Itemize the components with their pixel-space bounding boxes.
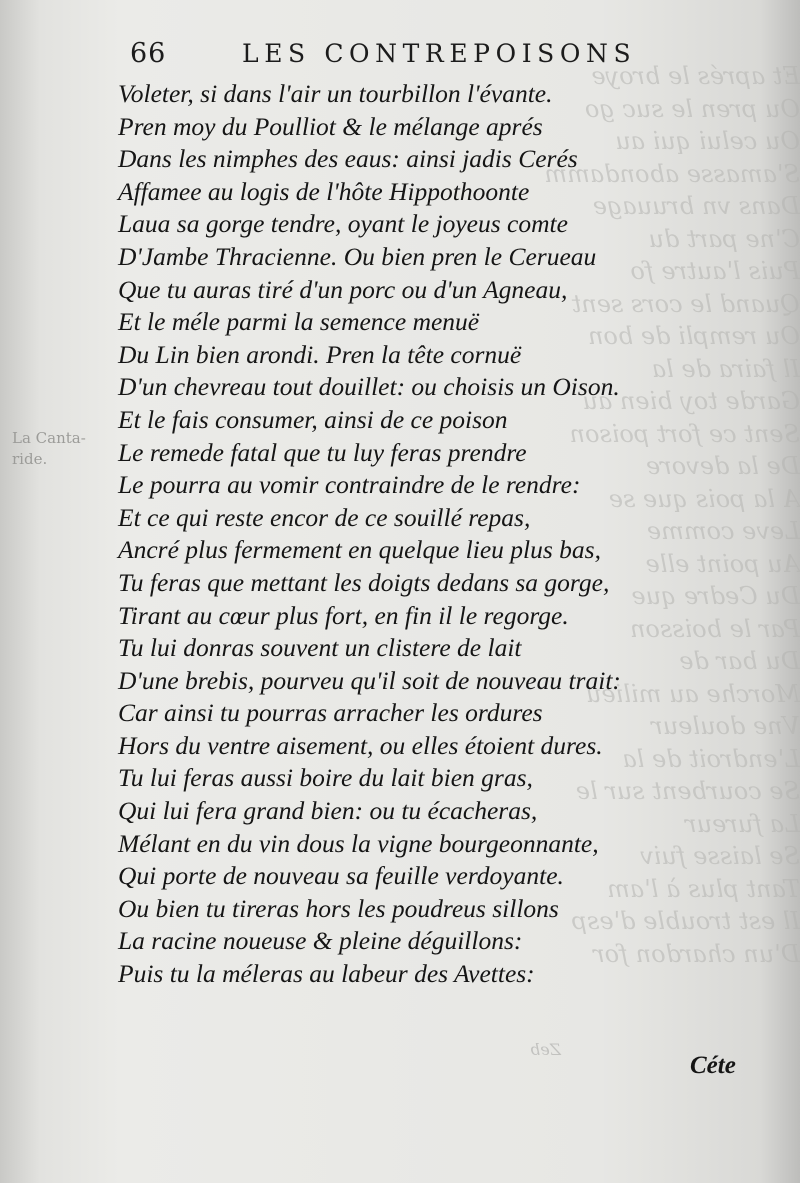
verse-line: Voleter, si dans l'air un tourbillon l'évante. — [118, 79, 553, 108]
verse-line: Affamee au logis de l'hôte Hippothoonte — [118, 176, 530, 206]
verse-line: Tirant au cœur plus fort, en fin il le regorge. — [118, 600, 569, 630]
show-through-footnote: Zeb — [530, 1040, 561, 1059]
verse-line: D'un chevreau tout douillet: ou choisis un Oison. — [118, 372, 620, 402]
verse-line: Qui porte de nouveau sa feuille verdoyante. — [118, 861, 564, 891]
verse-line: Que tu auras tiré d'un porc ou d'un Agneau, — [118, 274, 568, 304]
running-head — [130, 38, 760, 74]
margin-note: La Canta- ride. — [12, 429, 86, 468]
verse-line: Du Lin bien arondi. Pren la tête cornuë — [118, 339, 522, 369]
verse-line: Tu feras que mettant les doigts dedans sa gorge, — [118, 567, 610, 597]
verse-line: Dans les nimphes des eaus: ainsi jadis Cerés — [118, 144, 578, 174]
verse-line: Hors du ventre aisement, ou elles étoient dures. — [118, 730, 603, 760]
verse-line: Tu lui feras aussi boire du lait bien gras, — [118, 763, 533, 793]
verse-line: Puis tu la méleras au labeur des Avettes: — [118, 959, 535, 989]
verse-line: Tu lui donras souvent un clistere de lait — [118, 633, 522, 663]
show-through-text: Et aprés le broye Ou pren le suc go Ou celui qui au S'amasse abondamm Dans vn bruuage C'ne part du Puis l'autre fo Quand le cors sent Ou rempli de bon Il faira de la Garde toy bien au Sent ce fort poison De la devore A la pois que se Leve comme Au point elle Du Cedre que Par le boisson Du bar de Morche au milieu Vne douleur L'endroit de la Se courbent sur le La fureur Se laisse fuiv Tant plus à l'am Il est trouble d'esp D'un chardon for — [544, 62, 800, 968]
verse-line: Le remede fatal que tu luy feras prendre — [118, 437, 527, 467]
running-title: LES CONTREPOISONS — [242, 39, 637, 68]
verse-line: Qui lui fera grand bien: ou tu écacheras, — [118, 796, 538, 826]
verse-line: Car ainsi tu pourras arracher les ordures — [118, 698, 543, 728]
verse-line: Mélant en du vin dous la vigne bourgeonnante, — [118, 828, 599, 858]
verse-line: Pren moy du Poulliot & le mélange aprés — [118, 111, 543, 141]
verse-line: Le pourra au vomir contraindre de le rendre: — [118, 470, 581, 500]
verse-line: D'Jambe Thracienne. Ou bien pren le Cerueau — [118, 241, 597, 271]
verse-line: D'une brebis, pourveu qu'il soit de nouveau trait: — [118, 665, 621, 695]
verse-line: Et ce qui reste encor de ce souillé repas, — [118, 502, 531, 532]
verse-line: La racine noueuse & pleine déguillons: — [118, 926, 523, 956]
poem-text — [118, 78, 738, 991]
verse-line: Ou bien tu tireras hors les poudreus sillons — [118, 893, 559, 923]
verse-line: Et le fais consumer, ainsi de ce poison — [118, 404, 508, 434]
verse-line: Laua sa gorge tendre, oyant le joyeus comte — [118, 209, 568, 239]
verse-line: Ancré plus fermement en quelque lieu plus bas, — [118, 535, 601, 565]
page-number: 66 — [130, 38, 167, 69]
catchword: Céte — [690, 1052, 736, 1079]
verse-line: Et le méle parmi la semence menuë — [118, 307, 480, 337]
